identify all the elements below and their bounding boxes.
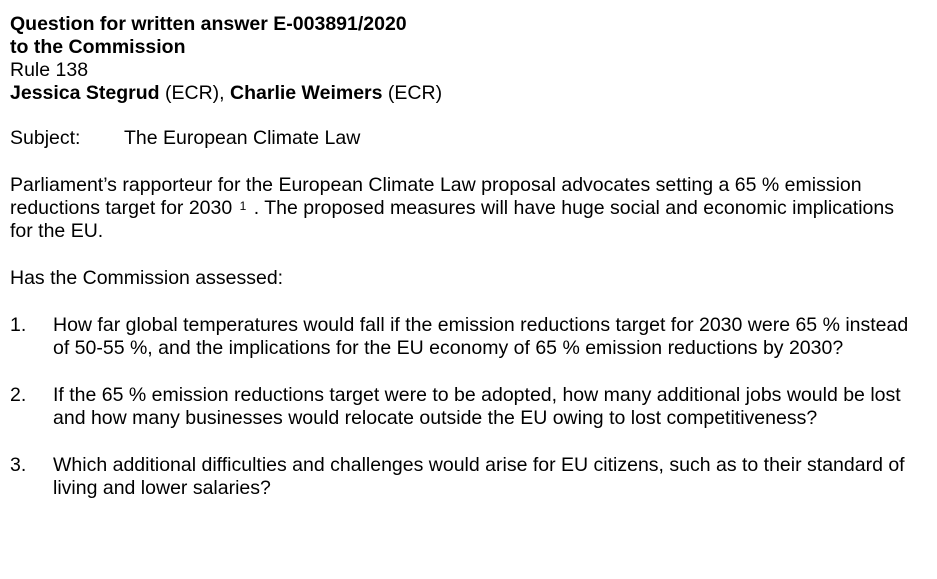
question-number: 2. [10,384,27,406]
list-item [10,454,927,500]
question-number: 3. [10,454,27,476]
footnote-reference[interactable]: 1 [239,199,247,213]
author-separator: , [219,82,231,104]
authors-line [10,82,927,105]
intro-text-end: . The proposed measures will have huge social and economic implications for the EU. [10,197,894,242]
rule-reference: Rule 138 [10,59,89,81]
assessment-intro: Has the Commission assessed: [10,267,284,289]
question-number: 1. [10,314,27,336]
author-name: Charlie Weimers [230,82,383,104]
question-text: Which additional difficulties and challenges would arise for EU citizens, such as to their standard of living and lower salaries? [53,454,905,499]
author-group: (ECR) [387,82,443,104]
list-item [10,314,927,360]
subject-value: The European Climate Law [124,127,361,149]
intro-paragraph [10,174,910,243]
addressee: to the Commission [10,36,186,58]
list-item [10,384,927,430]
question-title: Question for written answer E-003891/2020 [10,13,407,35]
question-text: How far global temperatures would fall if the emission reductions target for 2030 were 65 % instead of 50-55 %, and the implications for the EU economy of 65 % emission reductions by 2030? [53,314,909,359]
author-name: Jessica Stegrud [10,82,160,104]
author-group: (ECR) [165,82,220,104]
subject-line [10,127,927,150]
subject-label: Subject: [10,127,81,149]
question-text: If the 65 % emission reductions target were to be adopted, how many additional jobs would be lost and how many businesses would relocate outside the EU owing to lost competitiveness? [53,384,901,429]
question-list [10,314,927,500]
intro-text-start: Parliament’s rapporteur for the European Climate Law proposal advocates setting a 65 % emission reductions target for 2030 [10,174,862,219]
document-header [10,13,927,105]
